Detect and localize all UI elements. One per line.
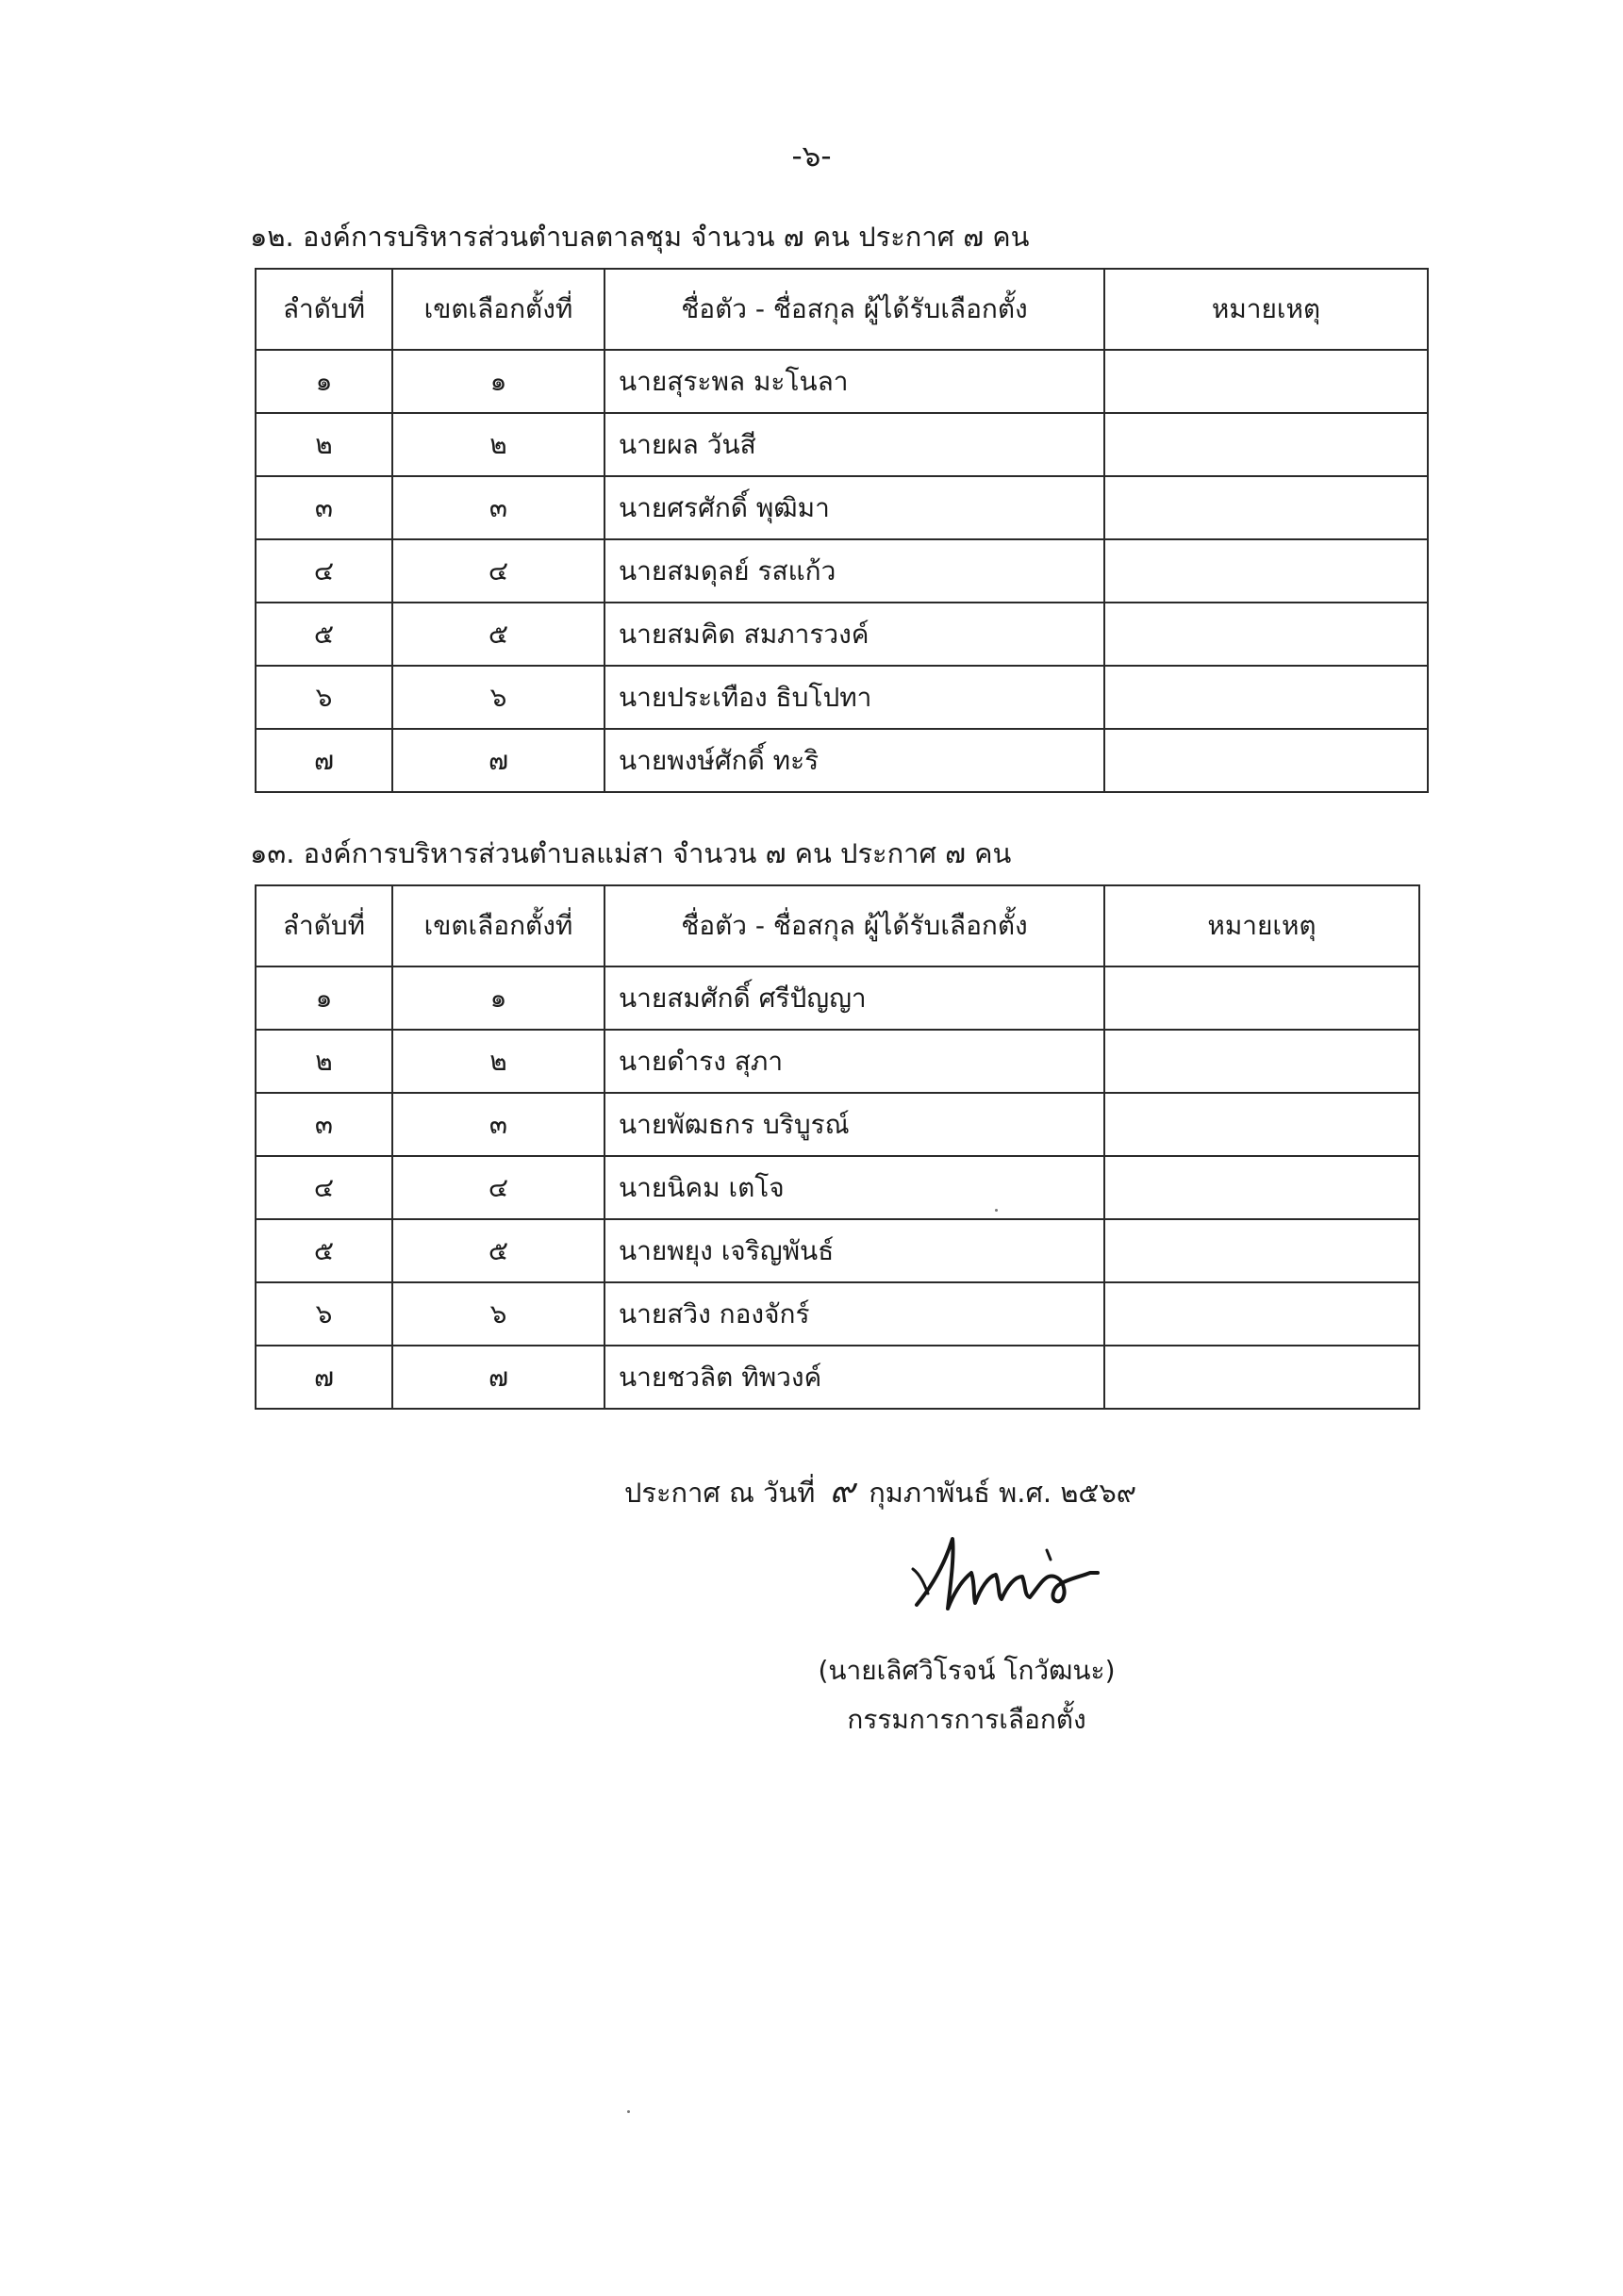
district-cell: ๒ [392,413,604,476]
order-cell: ๗ [256,729,392,792]
district-cell: ๑ [392,350,604,413]
name-cell: นายศรศักดิ์ พุฒิมา [604,476,1104,539]
table-row [256,1030,1419,1093]
section-heading-13: ๑๓. องค์การบริหารส่วนตำบลแม่สา จำนวน ๗ คน ประกาศ ๗ คน [250,837,1012,869]
table-row [256,1093,1419,1156]
order-cell: ๒ [256,413,392,476]
page-number: -๖- [791,140,832,173]
column-header-remark: หมายเหตุ [1104,269,1428,350]
name-cell: นายพัฒธกร บริบูรณ์ [604,1093,1104,1156]
remark-cell [1104,350,1428,413]
column-header-order: ลำดับที่ [256,269,392,350]
name-cell: นายสมดุลย์ รสแก้ว [604,539,1104,603]
order-cell: ๑ [256,350,392,413]
signer-name: (นายเลิศวิโรจน์ โกวัฒนะ) [818,1655,1116,1686]
district-cell: ๔ [392,1156,604,1219]
signer-title: กรรมการการเลือกตั้ง [847,1704,1086,1735]
order-cell: ๒ [256,1030,392,1093]
order-cell: ๑ [256,966,392,1030]
results-table-12 [255,268,1429,793]
district-cell: ๔ [392,539,604,603]
order-cell: ๗ [256,1346,392,1409]
name-cell: นายผล วันสี [604,413,1104,476]
table-row [256,666,1428,729]
column-header-district: เขตเลือกตั้งที่ [392,885,604,966]
name-cell: นายสุระพล มะโนลา [604,350,1104,413]
table-header-row [256,885,1419,966]
order-cell: ๖ [256,1282,392,1346]
announcement-prefix: ประกาศ ณ วันที่ [624,1477,816,1509]
remark-cell [1104,1156,1419,1219]
table-row [256,539,1428,603]
remark-cell [1104,1346,1419,1409]
remark-cell [1104,1093,1419,1156]
name-cell: นายสมศักดิ์ ศรีปัญญา [604,966,1104,1030]
remark-cell [1104,539,1428,603]
results-table-13 [255,884,1420,1410]
column-header-district: เขตเลือกตั้งที่ [392,269,604,350]
table-row [256,603,1428,666]
signature-icon [896,1518,1132,1631]
order-cell: ๖ [256,666,392,729]
district-cell: ๖ [392,666,604,729]
table-row [256,1282,1419,1346]
name-cell: นายชวลิต ทิพวงค์ [604,1346,1104,1409]
remark-cell [1104,603,1428,666]
name-cell: นายพยุง เจริญพันธ์ [604,1219,1104,1282]
table-row [256,1219,1419,1282]
district-cell: ๗ [392,1346,604,1409]
name-cell: นายสมคิด สมภารวงค์ [604,603,1104,666]
name-cell: นายนิคม เตโจ [604,1156,1104,1219]
remark-cell [1104,476,1428,539]
announcement-date [624,1463,1136,1517]
column-header-order: ลำดับที่ [256,885,392,966]
announcement-suffix: กุมภาพันธ์ พ.ศ. ๒๕๖๙ [869,1477,1137,1509]
name-cell: นายประเทือง ธิบโปทา [604,666,1104,729]
table-row [256,729,1428,792]
column-header-name: ชื่อตัว - ชื่อสกุล ผู้ได้รับเลือกตั้ง [604,885,1104,966]
order-cell: ๔ [256,1156,392,1219]
district-cell: ๗ [392,729,604,792]
remark-cell [1104,729,1428,792]
table-row [256,350,1428,413]
table-header-row [256,269,1428,350]
remark-cell [1104,666,1428,729]
remark-cell [1104,966,1419,1030]
table-row [256,1346,1419,1409]
remark-cell [1104,1219,1419,1282]
scan-speck [627,2110,630,2113]
district-cell: ๑ [392,966,604,1030]
district-cell: ๕ [392,603,604,666]
remark-cell [1104,1030,1419,1093]
table-row [256,966,1419,1030]
column-header-name: ชื่อตัว - ชื่อสกุล ผู้ได้รับเลือกตั้ง [604,269,1104,350]
order-cell: ๔ [256,539,392,603]
district-cell: ๓ [392,476,604,539]
section-heading-12: ๑๒. องค์การบริหารส่วนตำบลตาลชุม จำนวน ๗ คน ประกาศ ๗ คน [250,221,1030,253]
district-cell: ๕ [392,1219,604,1282]
order-cell: ๓ [256,476,392,539]
scan-speck [995,1209,998,1212]
order-cell: ๕ [256,603,392,666]
remark-cell [1104,413,1428,476]
table-row [256,476,1428,539]
table-row [256,413,1428,476]
name-cell: นายพงษ์ศักดิ์ ทะริ [604,729,1104,792]
name-cell: นายสวิง กองจักร์ [604,1282,1104,1346]
remark-cell [1104,1282,1419,1346]
district-cell: ๓ [392,1093,604,1156]
order-cell: ๕ [256,1219,392,1282]
order-cell: ๓ [256,1093,392,1156]
column-header-remark: หมายเหตุ [1104,885,1419,966]
announcement-day: ๙ [829,1472,854,1511]
district-cell: ๖ [392,1282,604,1346]
name-cell: นายดำรง สุภา [604,1030,1104,1093]
table-row [256,1156,1419,1219]
district-cell: ๒ [392,1030,604,1093]
